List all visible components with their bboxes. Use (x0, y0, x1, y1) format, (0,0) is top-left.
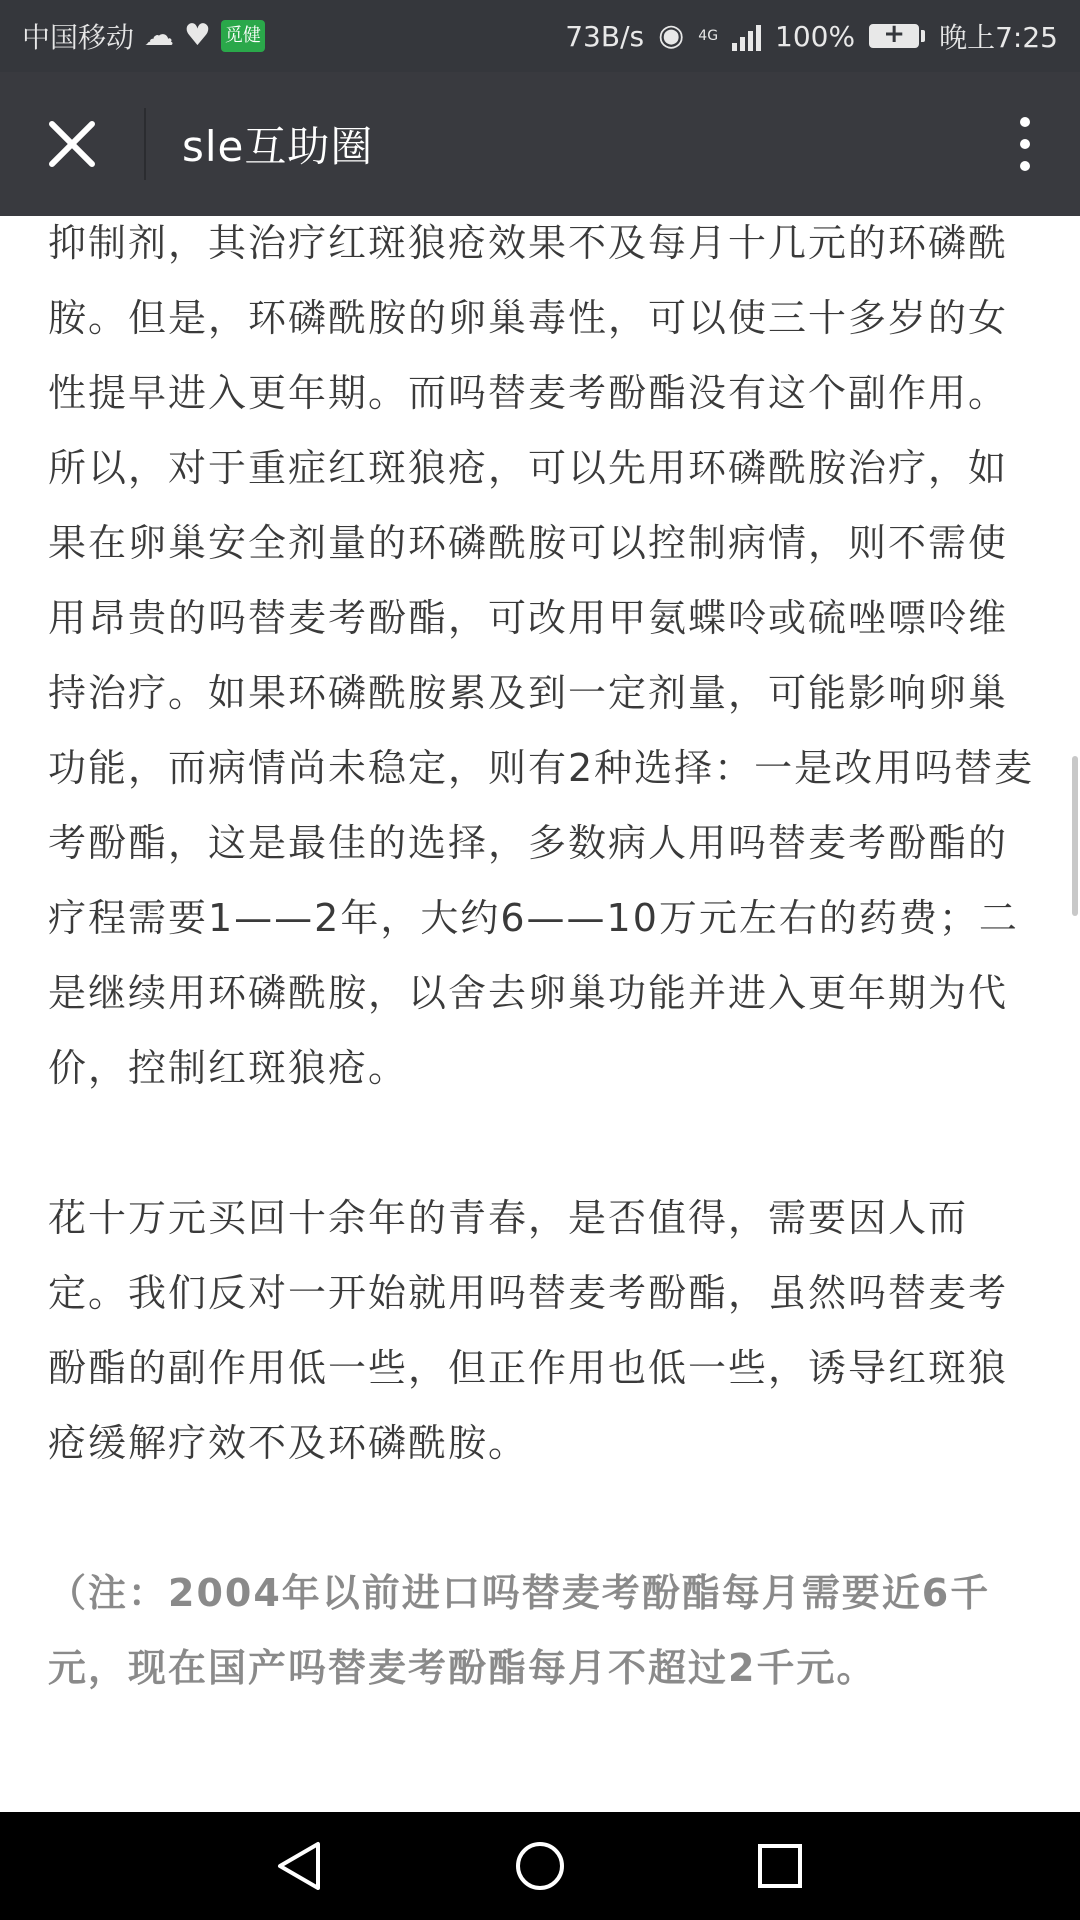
carrier-label: 中国移动 (22, 21, 135, 54)
home-button[interactable] (495, 1821, 585, 1911)
article-body (48, 216, 1038, 1706)
home-circle-icon (512, 1838, 568, 1894)
weather-icon: ☁ (144, 18, 175, 53)
more-button[interactable] (970, 72, 1080, 216)
network-type: 4G (698, 28, 719, 44)
article-scroll-area[interactable] (0, 216, 1080, 1812)
battery-icon (869, 24, 925, 48)
recents-square-icon (752, 1838, 808, 1894)
more-vertical-icon (1020, 117, 1030, 127)
back-button[interactable] (255, 1821, 345, 1911)
signal-icon (732, 21, 761, 51)
title-divider (144, 108, 146, 180)
paragraph-gap (48, 1106, 1038, 1181)
title-bar (0, 72, 1080, 216)
recents-button[interactable] (735, 1821, 825, 1911)
paragraph-gap (48, 1481, 1038, 1556)
clock: 晚上7:25 (939, 21, 1058, 54)
heart-pulse-icon: ♥ (184, 18, 211, 53)
article-paragraph: 抑制剂，其治疗红斑狼疮效果不及每月十几元的环磷酰胺。但是，环磷酰胺的卵巢毒性，可以使三十多岁的女性提早进入更年期。而吗替麦考酚酯没有这个副作用。所以，对于重症红斑狼疮，可以先用环磷酰胺治疗，如果在卵巢安全剂量的环磷酰胺可以控制病情，则不需使用昂贵的吗替麦考酚酯，可改用甲氨蝶呤或硫唑嘌呤维持治疗。如果环磷酰胺累及到一定剂量，可能影响卵巢功能，而病情尚未稳定，则有2种选择：一是改用吗替麦考酚酯，这是最佳的选择，多数病人用吗替麦考酚酯的疗程需要1——2年，大约6——10万元左右的药费；二是继续用环磷酰胺，以舍去卵巢功能并进入更年期为代价，控制红斑狼疮。 (48, 221, 1035, 1090)
app-badge: 觅健 (221, 20, 265, 52)
article-note: （注：2004年以前进口吗替麦考酚酯每月需要近6千元，现在国产吗替麦考酚酯每月不超过2千元。 (48, 1571, 991, 1690)
status-right (565, 16, 1058, 56)
close-icon (47, 119, 97, 169)
article-paragraph: 花十万元买回十余年的青春，是否值得，需要因人而定。我们反对一开始就用吗替麦考酚酯，虽然吗替麦考酚酯的副作用低一些，但正作用也低一些，诱导红斑狼疮缓解疗效不及环磷酰胺。 (48, 1196, 1009, 1465)
status-bar (0, 0, 1080, 72)
battery-percent: 100% (775, 19, 856, 53)
more-vertical-icon (1020, 161, 1030, 171)
navigation-bar (0, 1812, 1080, 1920)
more-vertical-icon (1020, 139, 1030, 149)
scrollbar-thumb[interactable] (1072, 756, 1078, 916)
page-title: sle互助圈 (182, 122, 374, 171)
eye-icon: ◉ (658, 18, 685, 53)
status-left (22, 16, 265, 56)
back-triangle-icon (272, 1838, 328, 1894)
network-speed: 73B/s (565, 19, 645, 53)
close-button[interactable] (0, 72, 144, 216)
